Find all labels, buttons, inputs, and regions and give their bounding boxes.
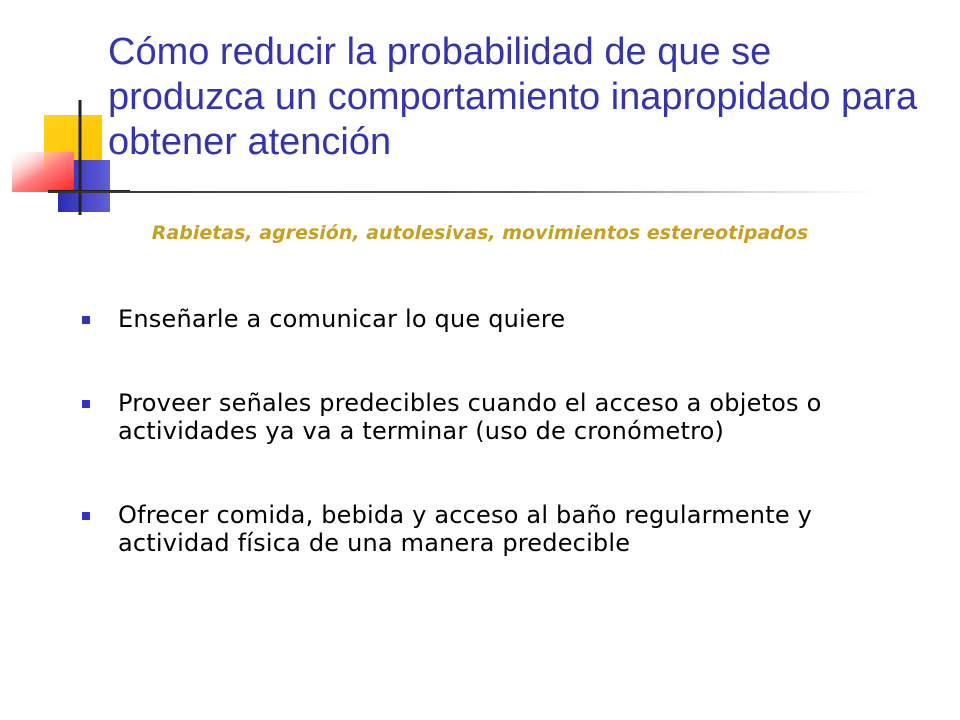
logo-red-square: [12, 152, 74, 192]
bullet-item: [82, 305, 882, 333]
slide-subtitle: Rabietas, agresión, autolesivas, movimientos estereotipados: [151, 222, 809, 244]
bullet-text: Enseñarle a comunicar lo que quiere: [118, 305, 566, 333]
slide-title: Cómo reducir la probabilidad de que se produzca un comportamiento inapropidado para obtener atención: [108, 31, 918, 163]
square-bullet-icon: [82, 316, 90, 324]
bullet-item: [82, 389, 882, 445]
square-bullet-icon: [82, 400, 90, 408]
title-divider: [48, 191, 878, 193]
square-bullet-icon: [82, 512, 90, 520]
bullet-list: [82, 305, 882, 557]
bullet-text: Ofrecer comida, bebida y acceso al baño regularmente y actividad física de una manera predecible: [118, 501, 813, 557]
bullet-item: [82, 501, 882, 557]
bullet-text: Proveer señales predecibles cuando el acceso a objetos o actividades ya va a terminar (uso de cronómetro): [118, 389, 822, 445]
